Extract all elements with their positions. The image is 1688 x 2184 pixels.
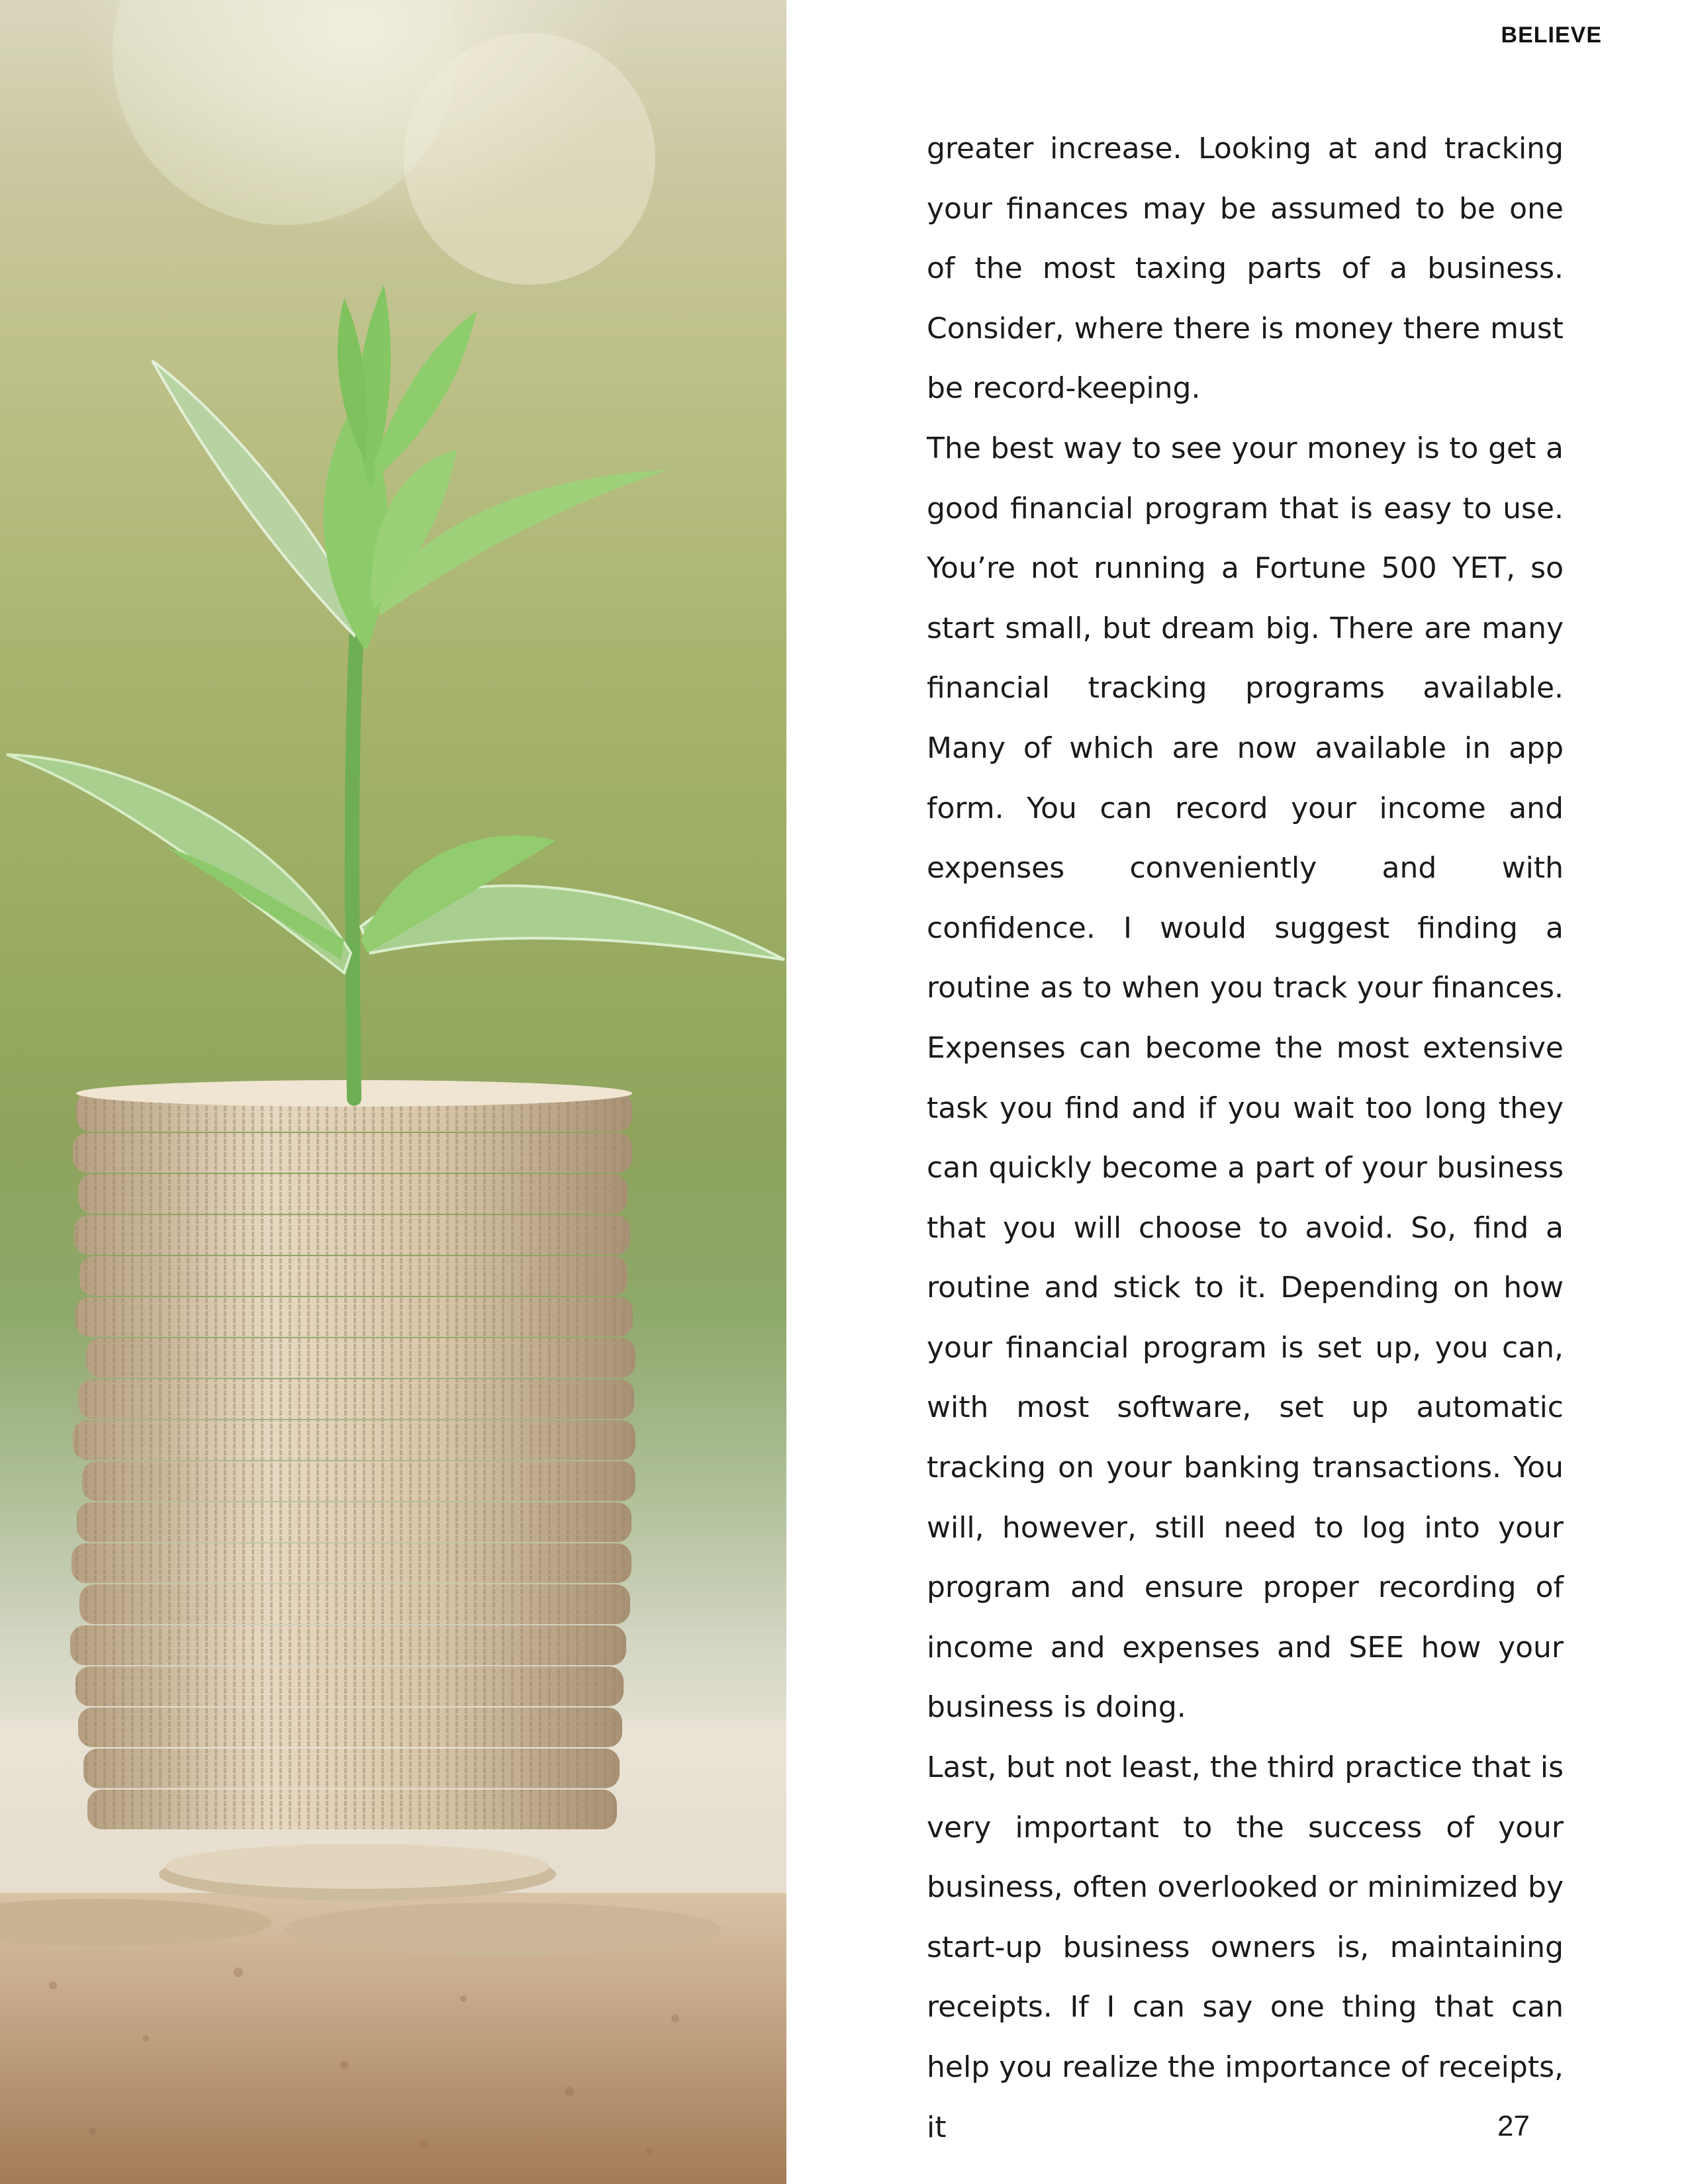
plant-on-coins-photo	[0, 0, 786, 2184]
coin-stack	[70, 1080, 635, 1829]
body-text	[927, 119, 1564, 2158]
page-number: 27	[1497, 2110, 1530, 2142]
paragraph: greater increase. Looking at and tracking your finances may be assumed to be one of the most taxing parts of a business. Consider, where there is money there must be record-keeping.	[927, 132, 1564, 406]
paragraph: Last, but not least, the third practice that is very important to the success of your business, often overlooked or minimized by start-up business owners is, maintaining receipts. If I can say one thing that can help you realize the importance of receipts, it	[927, 1751, 1564, 2144]
paragraph: The best way to see your money is to get a good financial program that is easy to use. You’re not running a Fortune 500 YET, so start small, but dream big. There are many financial tracking programs available. Many of which are now available in app form. You can record your income and expenses conveniently and with confidence. I would suggest finding a routine as to when you track your finances. Expenses can become the most extensive task you find and if you wait too long they can quickly become a part of your business that you will choose to avoid. So, find a routine and stick to it. Depending on how your financial program is set up, you can, with most software, set up automatic tracking on your banking transactions. You will, however, still need to log into your program and ensure proper recording of income and expenses and SEE how your business is doing.	[927, 431, 1564, 1725]
running-head: BELIEVE	[1501, 23, 1602, 48]
plant-coins-illustration	[0, 0, 786, 2184]
